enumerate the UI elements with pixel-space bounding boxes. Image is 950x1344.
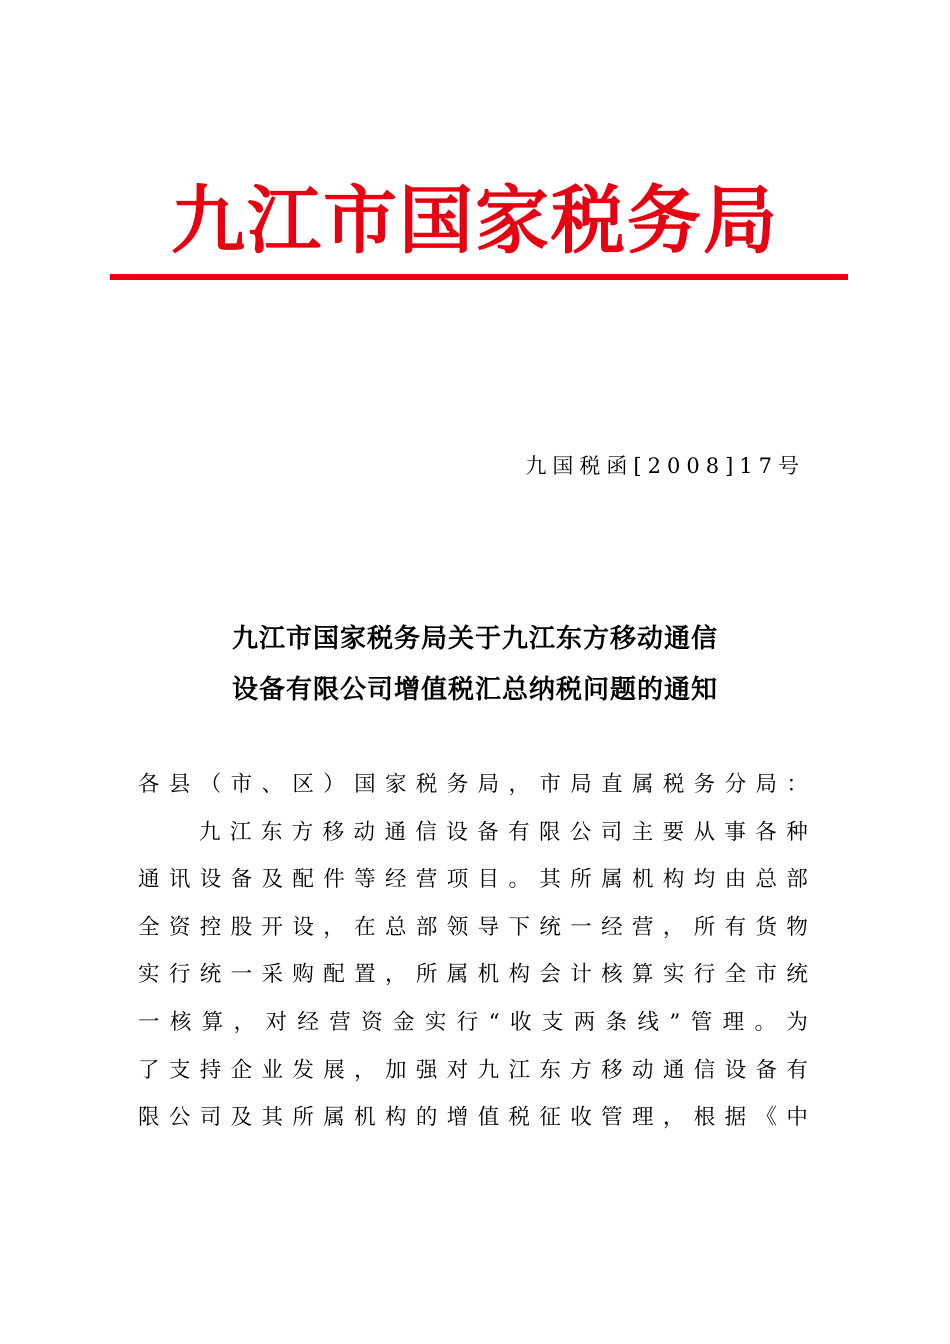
- red-header-rule: [110, 274, 848, 280]
- document-number: 九国税函[2008]17号: [525, 454, 805, 478]
- document-title: [0, 614, 950, 716]
- body-line: 实 行 统 一 采 购 配 置 ， 所 属 机 构 会 计 核 算 实 行 全 市 统: [138, 962, 808, 988]
- body-line: 一 核 算 ， 对 经 营 资 金 实 行 “ 收 支 两 条 线 ” 管 理 。 为: [138, 1009, 808, 1035]
- agency-masthead: 九江市国家税务局: [171, 178, 779, 264]
- body-line: 九 江 东 方 移 动 通 信 设 备 有 限 公 司 主 要 从 事 各 种: [199, 819, 808, 845]
- body-line: 通 讯 设 备 及 配 件 等 经 营 项 目 。 其 所 属 机 构 均 由 总 部: [138, 867, 808, 893]
- salutation-line: 各 县 （ 市 、 区 ） 国 家 税 务 局 ， 市 局 直 属 税 务 分 局 ：: [138, 772, 808, 797]
- title-line-2: 设备有限公司增值税汇总纳税问题的通知: [231, 675, 718, 705]
- document-body: [138, 761, 808, 1142]
- body-line: 了 支 持 企 业 发 展 ， 加 强 对 九 江 东 方 移 动 通 信 设 备 有: [138, 1057, 808, 1083]
- body-line: 限 公 司 及 其 所 属 机 构 的 增 值 税 征 收 管 理 ， 根 据 《 中: [138, 1105, 808, 1131]
- title-line-1: 九江市国家税务局关于九江东方移动通信: [231, 624, 718, 654]
- body-line: 全 资 控 股 开 设 ， 在 总 部 领 导 下 统 一 经 营 ， 所 有 货 物: [138, 914, 808, 940]
